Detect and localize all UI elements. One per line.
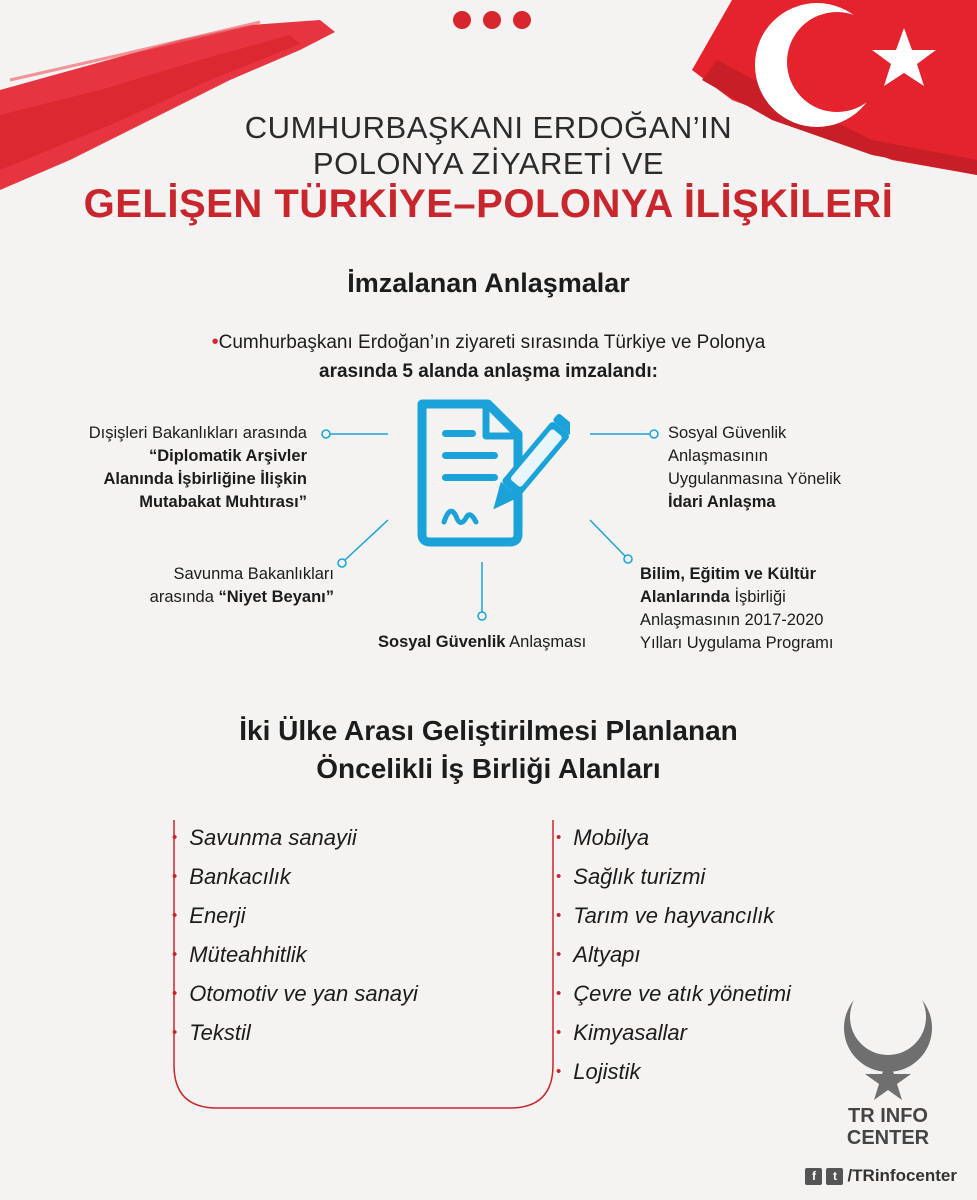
agreement-4-bold: Sosyal Güvenlik <box>378 633 506 651</box>
agreement-5-line-2b: İşbirliği <box>729 588 786 606</box>
social-handle[interactable]: /TRinfocenter <box>847 1166 957 1185</box>
agreement-5-line-2a: Alanlarında <box>640 588 730 606</box>
agreement-5-line-1: Bilim, Eğitim ve Kültür <box>640 565 817 583</box>
intro-text-1: Cumhurbaşkanı Erdoğan’ın ziyareti sırasında Türkiye ve Polonya <box>218 332 766 353</box>
twitter-icon[interactable]: t <box>826 1168 843 1185</box>
list-marker: • <box>556 906 562 924</box>
list-marker: • <box>172 945 178 963</box>
agreement-3-line-2b: “Niyet Beyanı” <box>218 588 334 606</box>
list-item-text: Otomotiv ve yan sanayi <box>189 980 418 1006</box>
list-marker: • <box>556 945 562 963</box>
intro-text-2: arasında 5 alanda anlaşma imzalandı: <box>319 361 658 382</box>
list-item-text: Bankacılık <box>189 863 291 889</box>
list-marker: • <box>556 867 562 885</box>
agreement-5-line-3: Anlaşmasının 2017-2020 <box>640 611 824 629</box>
bullet: • <box>211 331 219 353</box>
title-line-2: POLONYA ZİYARETİ VE <box>312 146 665 181</box>
agreement-2-line-1: Sosyal Güvenlik <box>668 424 787 442</box>
agreement-4-plain: Anlaşması <box>505 633 587 651</box>
intro-line-1 <box>0 328 977 357</box>
agreement-2-line-3: Uygulanmasına Yönelik <box>668 470 842 488</box>
dot-1 <box>453 11 471 29</box>
list-item-text: Mobilya <box>573 824 650 850</box>
logo-line-1: TR INFO <box>848 1105 928 1127</box>
intro-line-2 <box>0 357 977 386</box>
agreement-2-line-2: Anlaşmasının <box>668 447 768 465</box>
agreement-1-line-2: “Diplomatik Arşivler <box>148 447 307 465</box>
list-item-text: Kimyasallar <box>573 1019 687 1045</box>
agreement-3 <box>84 563 334 609</box>
list-marker: • <box>172 906 178 924</box>
agreements-intro <box>0 328 977 386</box>
list-marker: • <box>556 828 562 846</box>
list-item <box>172 974 418 1013</box>
agreement-4 <box>378 631 638 654</box>
agreement-5-line-4: Yılları Uygulama Programı <box>640 634 834 652</box>
cooperation-heading-line-1: İki Ülke Arası Geliştirilmesi Planlanan <box>239 715 738 746</box>
tr-info-center-logo-icon <box>838 990 938 1105</box>
list-marker: • <box>556 984 562 1002</box>
cooperation-heading <box>0 712 977 788</box>
agreement-3-line-1: Savunma Bakanlıkları <box>173 565 334 583</box>
dot-2 <box>483 11 501 29</box>
list-item-text: Müteahhitlik <box>189 941 307 967</box>
list-item <box>556 896 791 935</box>
list-item-text: Enerji <box>189 902 246 928</box>
list-item-text: Sağlık turizmi <box>573 863 706 889</box>
cooperation-heading-line-2: Öncelikli İş Birliği Alanları <box>316 753 661 784</box>
logo-text <box>828 1105 948 1149</box>
title-line-3: GELİŞEN TÜRKİYE–POLONYA İLİŞKİLERİ <box>83 182 894 226</box>
agreement-3-line-2a: arasında <box>149 588 219 606</box>
list-item-text: Savunma sanayii <box>189 824 357 850</box>
list-marker: • <box>556 1062 562 1080</box>
list-item <box>172 857 418 896</box>
social-footer <box>805 1166 957 1186</box>
list-item-text: Tarım ve hayvancılık <box>573 902 775 928</box>
agreement-2-line-4: İdari Anlaşma <box>668 493 776 511</box>
list-marker: • <box>172 828 178 846</box>
facebook-icon[interactable]: f <box>805 1168 822 1185</box>
list-item <box>556 1013 791 1052</box>
list-item <box>172 896 418 935</box>
list-item <box>556 857 791 896</box>
agreement-1-line-1: Dışişleri Bakanlıkları arasında <box>88 424 307 442</box>
list-item-text: Lojistik <box>573 1058 641 1084</box>
list-item-text: Altyapı <box>573 941 641 967</box>
agreement-1 <box>7 422 307 514</box>
list-item <box>172 1013 418 1052</box>
cooperation-list-right <box>556 818 791 1091</box>
dot-3 <box>513 11 531 29</box>
list-item <box>172 935 418 974</box>
agreement-2 <box>668 422 928 514</box>
agreement-1-line-4: Mutabakat Muhtırası” <box>139 493 307 511</box>
list-item <box>556 1052 791 1091</box>
pagination-dots <box>453 11 531 29</box>
list-marker: • <box>172 867 178 885</box>
title-line-1: CUMHURBAŞKANI ERDOĞAN’IN <box>244 110 733 145</box>
agreement-5 <box>640 563 900 655</box>
list-item <box>556 974 791 1013</box>
list-marker: • <box>172 984 178 1002</box>
document-pen-icon <box>410 398 570 548</box>
cooperation-list-left <box>172 818 418 1052</box>
logo-line-2: CENTER <box>846 1127 930 1149</box>
list-item <box>556 818 791 857</box>
list-marker: • <box>172 1023 178 1041</box>
list-item <box>172 818 418 857</box>
agreement-1-line-3: Alanında İşbirliğine İlişkin <box>103 470 307 488</box>
list-item-text: Tekstil <box>189 1019 251 1045</box>
agreements-heading: İmzalanan Anlaşmalar <box>347 268 630 298</box>
list-item-text: Çevre ve atık yönetimi <box>573 980 791 1006</box>
list-item <box>556 935 791 974</box>
list-marker: • <box>556 1023 562 1041</box>
